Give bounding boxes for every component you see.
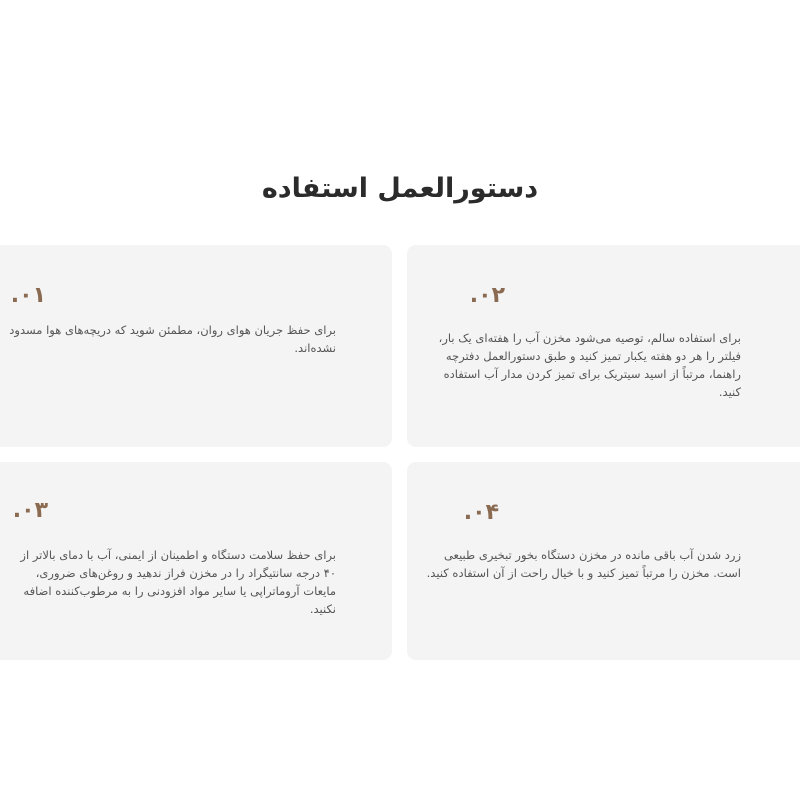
instruction-card-3 bbox=[0, 462, 392, 660]
card-text: برای حفظ سلامت دستگاه و اطمینان از ایمنی، آب با دمای بالاتر از ۴۰ درجه سانتیگراد را در مخزن فراز ندهید و روغن‌های ضروری، مایعات آروماتراپی یا سایر مواد افزودنی را به مرطوب‌کننده اضافه نکنید. bbox=[20, 548, 336, 616]
card-text: زرد شدن آب باقی مانده در مخزن دستگاه بخور تبخیری طبیعی است. مخزن را مرتباً تمیز کنید و با خیال راحت از آن استفاده کنید. bbox=[426, 548, 741, 580]
instruction-card-4 bbox=[407, 462, 800, 660]
card-number: ۰۳. bbox=[12, 498, 48, 523]
instruction-card-2 bbox=[407, 245, 800, 447]
card-number: ۰۲. bbox=[469, 283, 505, 308]
section-title: دستورالعمل استفاده bbox=[261, 173, 539, 204]
card-number: ۰۴. bbox=[463, 500, 499, 525]
card-text: برای حفظ جریان هوای روان، مطمئن شوید که دریچه‌های هوا مسدود نشده‌اند. bbox=[9, 323, 336, 355]
card-text: برای استفاده سالم، توصیه می‌شود مخزن آب را هفته‌ای یک بار، فیلتر را هر دو هفته یکبار تمیز کنید و طبق دستورالعمل دفترچه راهنما، مرتباً از اسید سیتریک برای تمیز کردن مدار آب استفاده کنید. bbox=[438, 331, 741, 399]
card-number: ۰۱. bbox=[10, 283, 46, 308]
instruction-card-1 bbox=[0, 245, 392, 447]
